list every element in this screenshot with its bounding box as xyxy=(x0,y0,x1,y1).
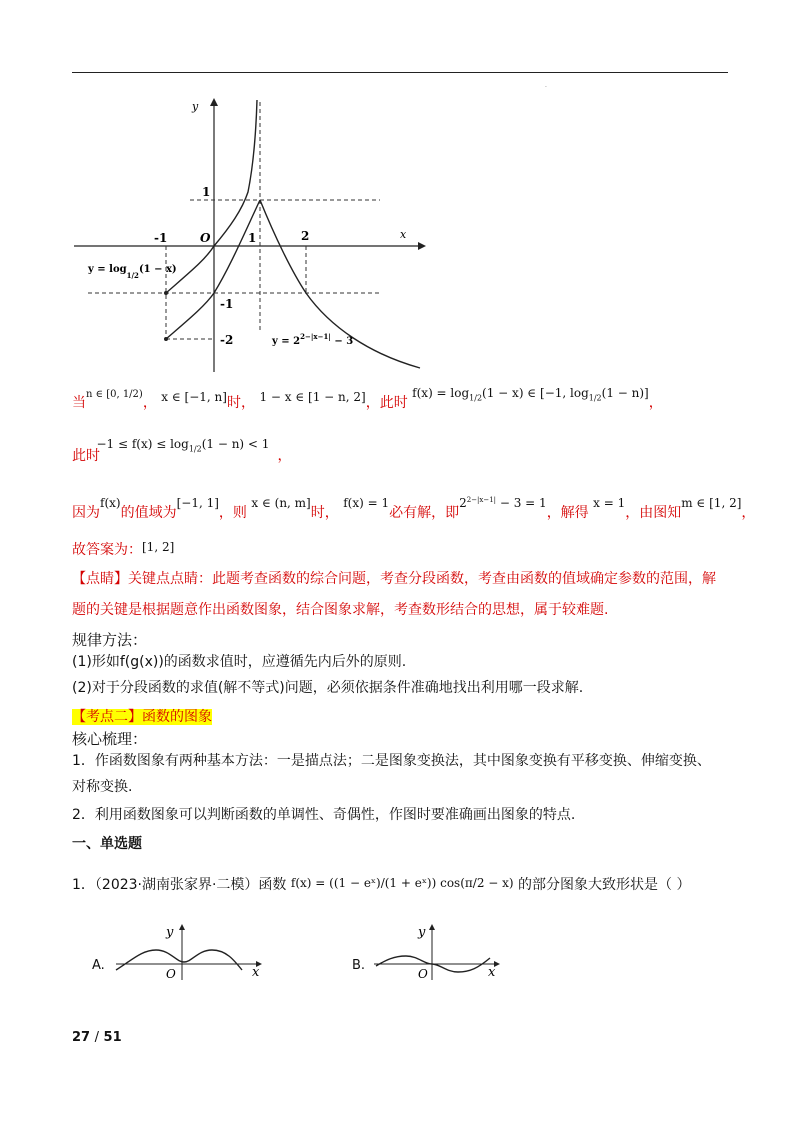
keypoint-title: 【考点二】函数的图象 xyxy=(72,709,212,725)
curve2-label: $y = 2^{2-|x-1|} - 3$ xyxy=(272,332,354,347)
option-a-label[interactable]: A. xyxy=(92,958,105,973)
function-graph xyxy=(70,92,430,382)
question-1: 1．（2023·湖南张家界·二模）函数 f(x) = ((1 − eˣ)/(1 + eˣ)) cos(π/2 − x) 的部分图象大致形状是（ ） xyxy=(72,876,691,893)
point-exp-start xyxy=(164,337,168,341)
solution-line-2: 此时 $-1 \le f(x) \le \log_{1/2}(1 - n) < 1$， xyxy=(72,437,292,464)
solution-line-3: 因为f(x)的值域为[−1, 1]，则 x ∈ (n, m]时， f(x) = 1必有解，即$2^{2-|x-1|} - 3 = 1$，解得 x = 1，由图知m ∈ [1, 2]， xyxy=(72,496,756,521)
graph-label-2x: 2 xyxy=(301,229,310,243)
method-item-2: (2)对于分段函数的求值(解不等式)问题，必须依据条件准确地找出利用哪一段求解. xyxy=(72,680,584,696)
graph-y-label: y xyxy=(192,100,199,113)
header-rule xyxy=(72,72,728,73)
graph-origin: O xyxy=(200,231,211,245)
core-item-1b: 对称变换. xyxy=(72,779,133,795)
svg-text:x: x xyxy=(252,965,260,980)
option-a-graph[interactable] xyxy=(112,922,272,982)
graph-label-neg1y: -1 xyxy=(220,297,234,311)
option-b-graph[interactable] xyxy=(370,922,510,982)
curve1-label: $y = \log_{1/2}(1 - x)$ xyxy=(88,264,177,280)
exp-curve-left xyxy=(166,200,260,339)
svg-text:y: y xyxy=(418,925,426,940)
graph-label-1y: 1 xyxy=(202,185,211,199)
method-title: 规律方法： xyxy=(72,631,148,649)
core-title: 核心梳理： xyxy=(72,730,148,748)
point-log-start xyxy=(164,291,168,295)
option-b-label[interactable]: B. xyxy=(352,958,366,973)
core-item-1a: 1．作函数图象有两种基本方法：一是描点法；二是图象变换法，其中图象变换有平移变换、伸缩变换、 xyxy=(72,753,711,769)
answer-line: 故答案为：[1, 2] xyxy=(72,540,175,558)
log-curve xyxy=(166,100,257,293)
page-number: 27 / 51 xyxy=(72,1030,122,1045)
svg-text:y: y xyxy=(166,925,174,940)
svg-text:O: O xyxy=(418,967,428,981)
svg-text:O: O xyxy=(166,967,176,981)
graph-x-label: x xyxy=(400,228,407,241)
core-item-2: 2．利用函数图象可以判断函数的单调性、奇偶性，作图时要准确画出图象的特点. xyxy=(72,807,576,823)
header-dot: · xyxy=(545,84,547,91)
graph-label-neg2y: -2 xyxy=(220,333,234,347)
svg-text:x: x xyxy=(488,965,496,980)
solution-line-1: 当$^{n \in [0, 1/2)}$， x ∈ [−1, n]时， 1 − x ∈ [1 − n, 2]，此时 $f(x) = \log_{1/2}(1 - x)$ ∈ [−1, $\log_{1/2}(1 - n)$]， xyxy=(72,386,663,411)
method-item-1: (1)形如f(g(x))的函数求值时，应遵循先内后外的原则. xyxy=(72,654,407,670)
section-title: 一、单选题 xyxy=(72,836,142,852)
graph-label-1x: 1 xyxy=(248,231,257,245)
tip-line-1: 【点睛】关键点点睛：此题考查函数的综合问题，考查分段函数，考查由函数的值域确定参数的范围，解 xyxy=(72,571,716,587)
tip-line-2: 题的关键是根据题意作出函数图象，结合图象求解，考查数形结合的思想，属于较难题. xyxy=(72,602,609,618)
graph-label-neg1x: -1 xyxy=(154,231,168,245)
